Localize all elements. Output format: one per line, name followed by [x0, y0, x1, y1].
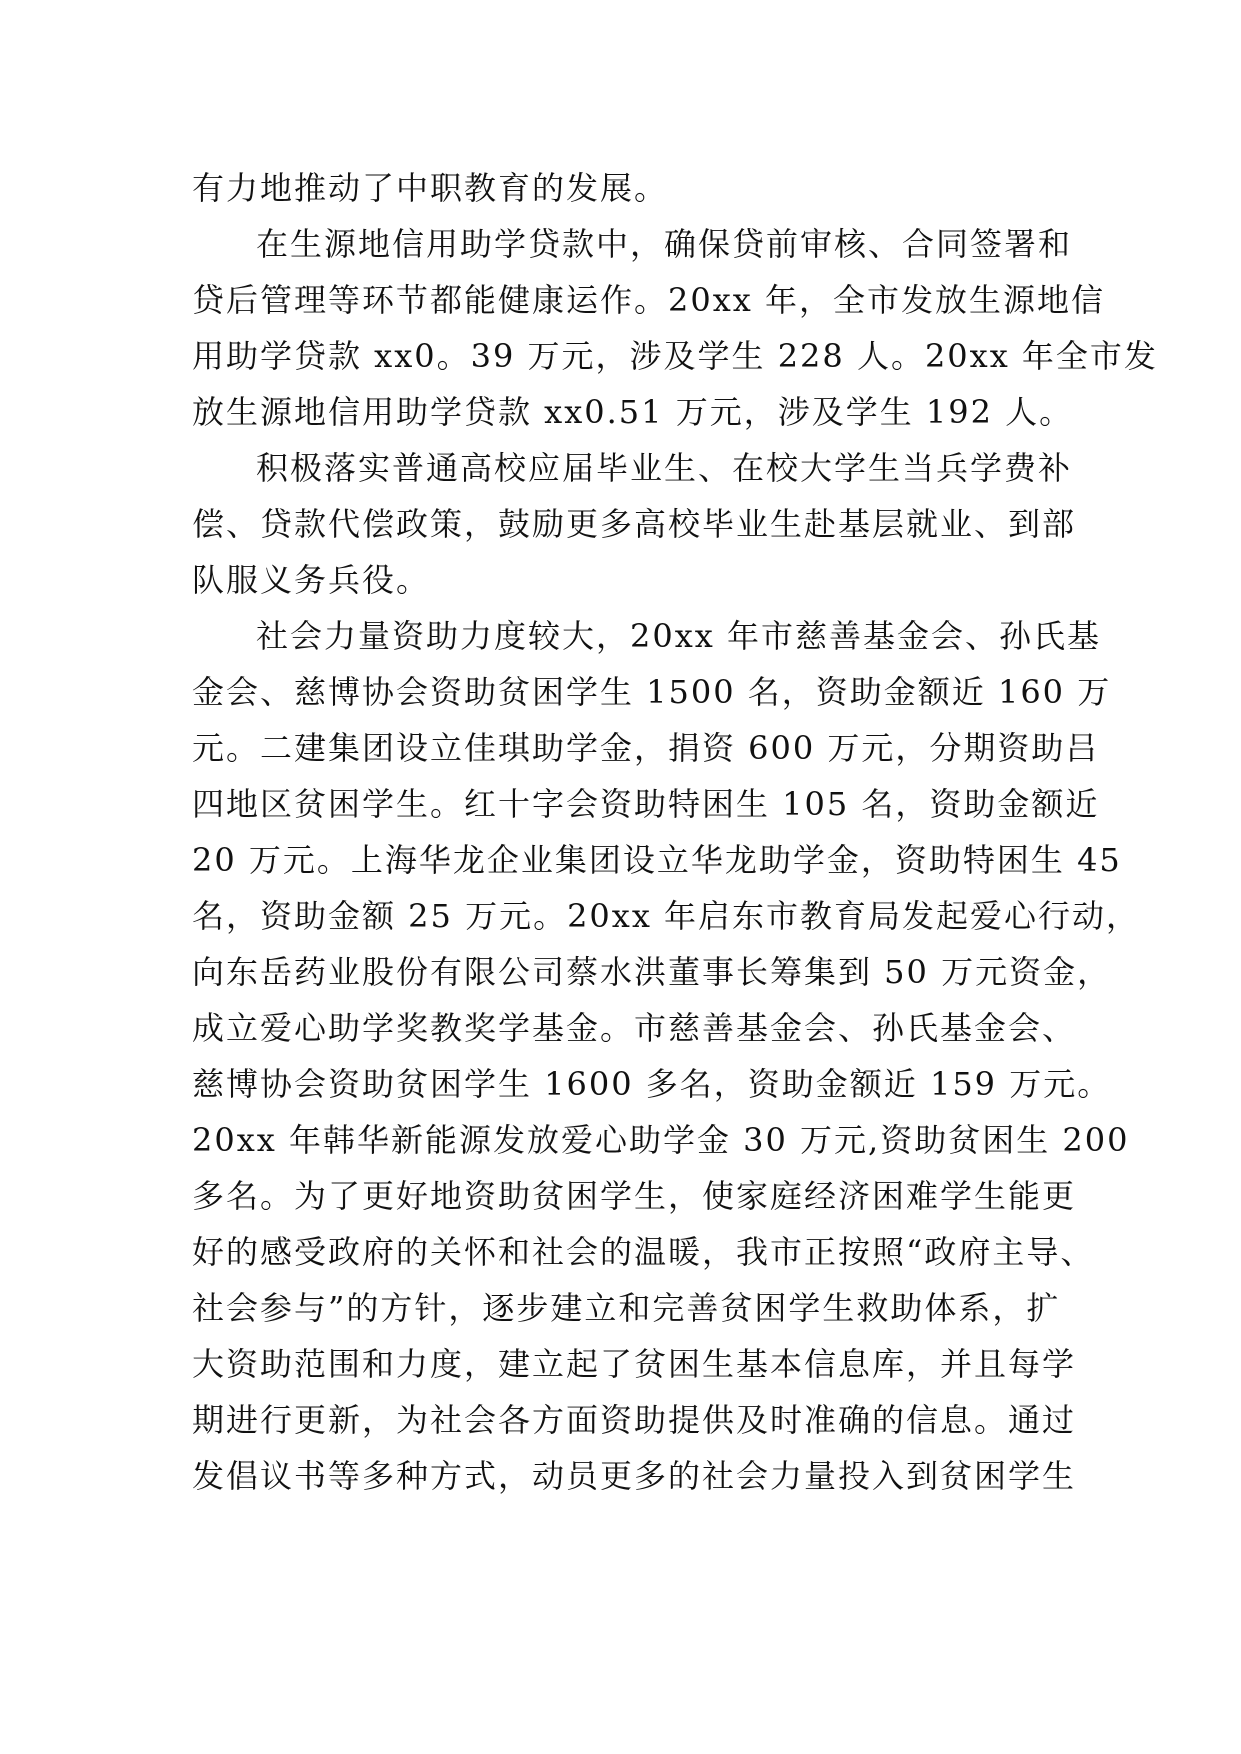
- text-line: 金会、慈博协会资助贫困学生 1500 名，资助金额近 160 万: [192, 673, 1112, 711]
- text-line: 元。二建集团设立佳琪助学金，捐资 600 万元，分期资助吕: [192, 729, 1100, 767]
- text-line: 贷后管理等环节都能健康运作。20xx 年，全市发放生源地信: [192, 281, 1105, 319]
- paragraph-first-line: 在生源地信用助学贷款中，确保贷前审核、合同签署和: [256, 225, 1073, 263]
- text-line: 放生源地信用助学贷款 xx0.51 万元，涉及学生 192 人。: [192, 393, 1074, 431]
- text-line: 发倡议书等多种方式，动员更多的社会力量投入到贫困学生: [192, 1457, 1077, 1495]
- text-line: 向东岳药业股份有限公司蔡水洪董事长筹集到 50 万元资金，: [192, 953, 1112, 991]
- text-line: 社会参与”的方针，逐步建立和完善贫困学生救助体系，扩: [192, 1289, 1061, 1327]
- paragraph-first-line: 社会力量资助力度较大，20xx 年市慈善基金会、孙氏基: [256, 617, 1101, 655]
- text-line: 20xx 年韩华新能源发放爱心助学金 30 万元,资助贫困生 200: [192, 1121, 1130, 1159]
- text-line: 多名。为了更好地资助贫困学生，使家庭经济困难学生能更: [192, 1177, 1077, 1215]
- text-line: 慈博协会资助贫困学生 1600 多名，资助金额近 159 万元。: [192, 1065, 1112, 1103]
- text-line: 四地区贫困学生。红十字会资助特困生 105 名，资助金额近: [192, 785, 1100, 823]
- text-line: 期进行更新，为社会各方面资助提供及时准确的信息。通过: [192, 1401, 1077, 1439]
- text-line: 用助学贷款 xx0。39 万元，涉及学生 228 人。20xx 年全市发: [192, 337, 1158, 375]
- text-line: 队服义务兵役。: [192, 561, 431, 599]
- paragraph-first-line: 积极落实普通高校应届毕业生、在校大学生当兵学费补: [256, 449, 1073, 487]
- text-line: 有力地推动了中职教育的发展。: [192, 169, 669, 207]
- document-body: [192, 160, 1158, 1504]
- text-line: 名，资助金额 25 万元。20xx 年启东市教育局发起爱心行动，: [192, 897, 1141, 935]
- text-line: 大资助范围和力度，建立起了贫困生基本信息库，并且每学: [192, 1345, 1077, 1383]
- text-line: 偿、贷款代偿政策，鼓励更多高校毕业生赴基层就业、到部: [192, 505, 1077, 543]
- text-line: 成立爱心助学奖教奖学基金。市慈善基金会、孙氏基金会、: [192, 1009, 1077, 1047]
- text-line: 20 万元。上海华龙企业集团设立华龙助学金，资助特困生 45: [192, 841, 1122, 879]
- text-line: 好的感受政府的关怀和社会的温暖，我市正按照“政府主导、: [192, 1233, 1095, 1271]
